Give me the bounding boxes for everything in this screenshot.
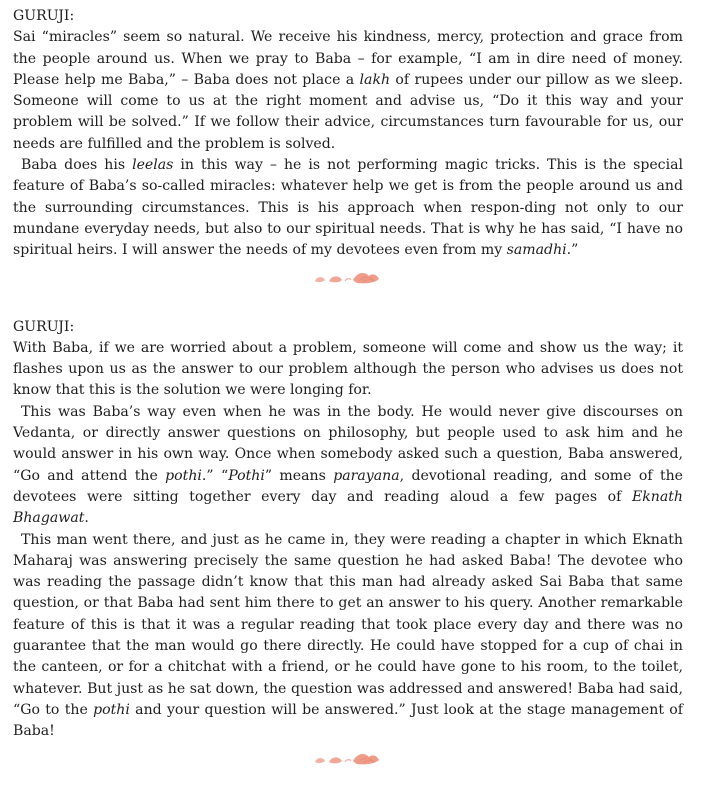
text-run: ” means (264, 467, 334, 484)
text-run: and your question will be answered.” Just look at the stage management of Baba! (13, 701, 684, 740)
text-run: This man went there, and just as he came in, they were reading a chapter in which Eknath Maharaj was answering precisely the same question he had asked Baba! The devotee who was reading the passage didn’t know that this man had already asked Sai Baba that same question, or that Baba had sent him there to get an answer to his query. Another remarkable feature of this is that it was a regular reading that took place every day and there was no guarantee that the man would go there directly. He could have stopped for a cup of chai in the canteen, or for a chitchat with a friend, or he could have gone to his room, to the toilet, whatever. But just as he sat down, the question was addressed and answered! Baba had said, “Go to the (13, 531, 683, 718)
lotus-petals-ornament-icon (313, 270, 383, 286)
paragraph (13, 155, 683, 261)
italic-term: Eknath Bhagawat (13, 488, 683, 527)
text-run: .” “ (201, 467, 229, 484)
italic-term: leelas (132, 157, 174, 174)
section-divider (13, 748, 683, 770)
paragraph (13, 402, 683, 530)
italic-term: Pothi (228, 467, 265, 484)
spacer (13, 289, 683, 317)
lotus-petals-ornament-icon (313, 751, 383, 767)
text-run: Sai “miracles” seem so natural. We receive his kindness, mercy, protection and grace from the people around us. When we pray to Baba – for example, “I am in dire need of money. Please help me Baba,” – Baba does not place a (13, 29, 683, 88)
dialogue-block-2 (13, 317, 683, 743)
text-run: .” (566, 242, 579, 259)
dialogue-block-1 (13, 6, 683, 262)
speaker-label: GURUJI: (13, 318, 75, 335)
text-run: . (84, 510, 89, 527)
paragraph (13, 27, 683, 155)
italic-term: samadhi (506, 242, 567, 259)
italic-term: parayana (333, 467, 400, 484)
italic-term: pothi (93, 701, 130, 718)
speaker-label: GURUJI: (13, 8, 75, 24)
text-run: in this way – he is not performing magic tricks. This is the special feature of Baba’s so-called miracles: whatever help we get is from the people around us and the surrounding circumstances. This is his approach when respon-ding not only to our mundane everyday needs, but also to our spiritual needs. That is why he has said, “I have no spiritual heirs. I will answer the needs of my devotees even from my (13, 157, 683, 259)
text-run: With Baba, if we are worried about a problem, someone will come and show us the way; it flashes upon us as the answer to our problem although the person who advises us does not know that this is the solution we were longing for. (13, 339, 683, 399)
paragraph (13, 338, 683, 402)
italic-term: lakh (359, 71, 391, 88)
section-divider (13, 267, 683, 289)
text-run: Baba does his (21, 157, 133, 174)
text-run: , devotional reading, and some of the devotees were sitting together every day and reading aloud a few pages of (13, 467, 684, 505)
document-page (13, 6, 683, 770)
text-run: of rupees under our pillow as we sleep. Someone will come to us at the right moment and advise us, “Do it this way and your problem will be solved.” If we follow their advice, circumstances turn favourable for us, our needs are fulfilled and the problem is solved. (13, 71, 683, 152)
text-run: This was Baba’s way even when he was in the body. He would never give discourses on Vedanta, or directly answer questions on philosophy, but people used to ask him and he would answer in his own way. Once when somebody asked such a question, Baba answered, “Go and attend the (13, 403, 683, 484)
italic-term: pothi (165, 467, 202, 484)
paragraph (13, 530, 683, 743)
